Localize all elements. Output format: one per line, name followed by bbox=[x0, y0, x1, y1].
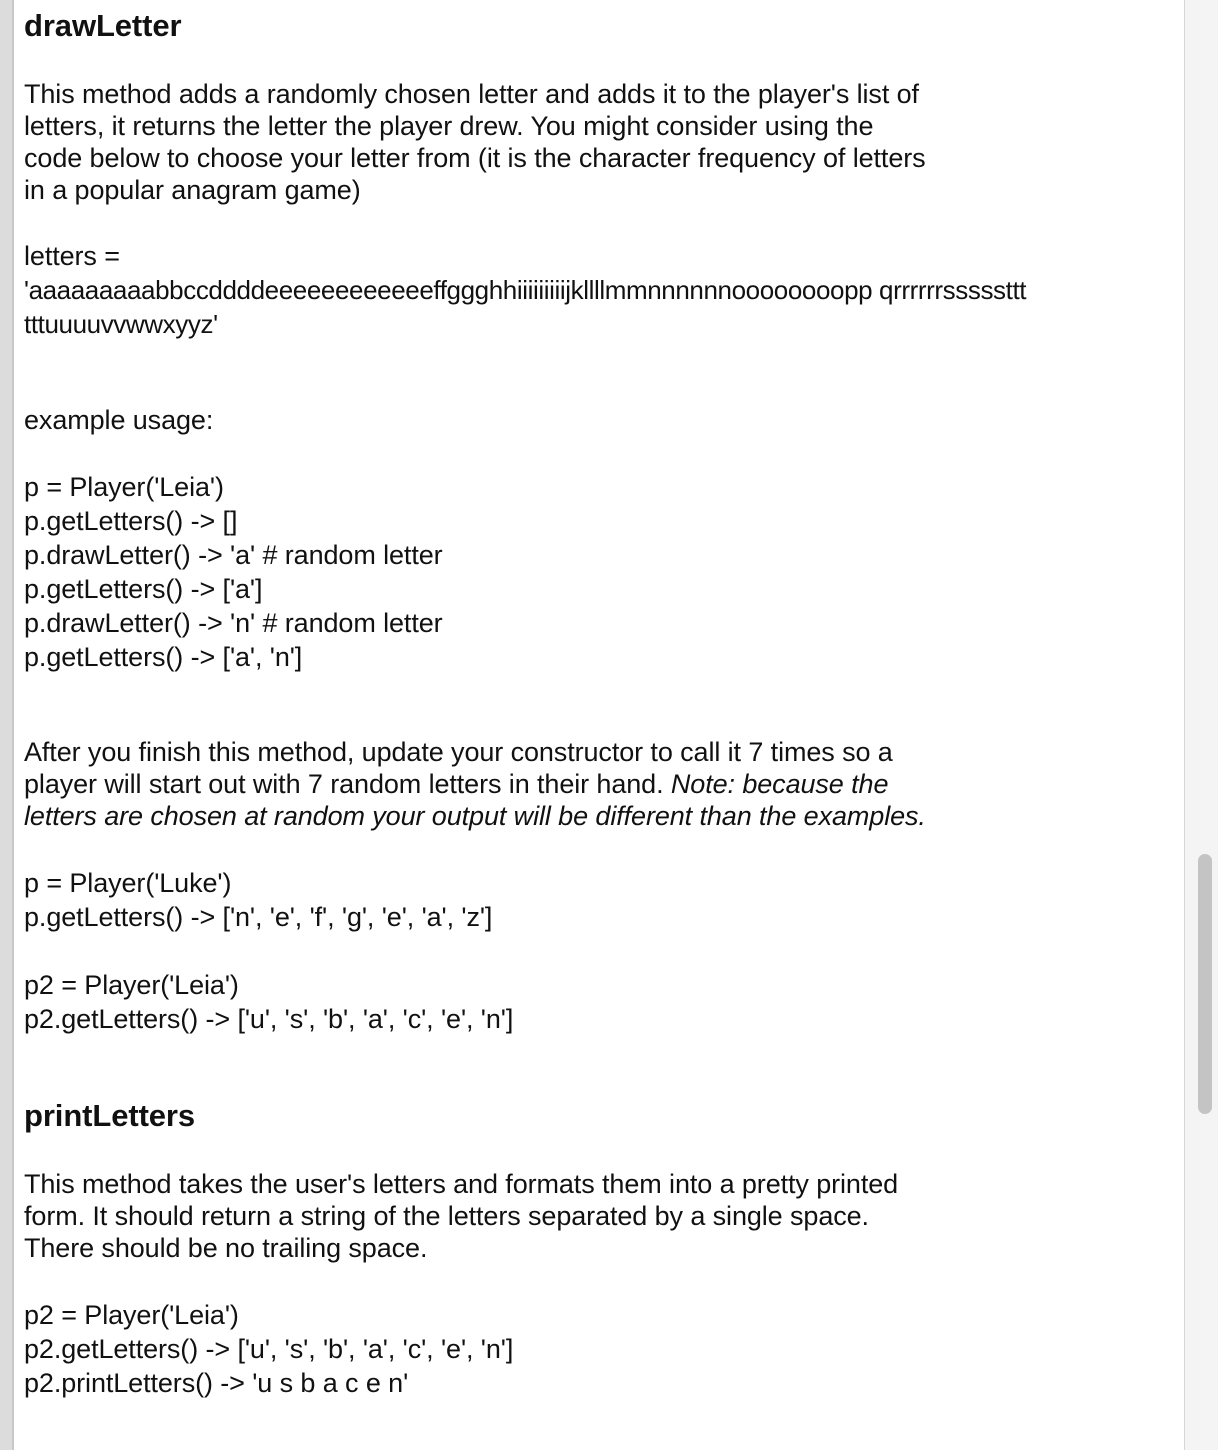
drawletter-desc-line: code below to choose your letter from (it is the character frequency of letters bbox=[24, 143, 926, 173]
section-title-drawletter: drawLetter bbox=[24, 8, 182, 43]
letters-value-line: 'aaaaaaaaabbccddddeeeeeeeeeeeeffggghhiiiiiiiiijkllllmmnnnnnnoooooooopp qrrrrrrsssssttt bbox=[24, 275, 1027, 305]
printletters-desc-line: form. It should return a string of the letters separated by a single space. bbox=[24, 1201, 869, 1231]
code-line: p2.getLetters() -> ['u', 's', 'b', 'a', 'c', 'e', 'n'] bbox=[24, 1004, 514, 1034]
letters-value-line: tttuuuuvvwwxyyz' bbox=[24, 309, 218, 339]
left-rail-edge bbox=[12, 0, 14, 1450]
code-line: p.drawLetter() -> 'n' # random letter bbox=[24, 608, 443, 638]
scrollbar-track[interactable] bbox=[1184, 0, 1218, 1450]
code-line: p2.printLetters() -> 'u s b a c e n' bbox=[24, 1368, 409, 1398]
code-line: p = Player('Luke') bbox=[24, 868, 232, 898]
section-title-printletters: printLetters bbox=[24, 1098, 196, 1133]
drawletter-desc-line: letters, it returns the letter the player drew. You might consider using the bbox=[24, 111, 874, 141]
code-line: p2 = Player('Leia') bbox=[24, 1300, 239, 1330]
code-line: p = Player('Leia') bbox=[24, 472, 224, 502]
code-line: p.getLetters() -> [] bbox=[24, 506, 238, 536]
drawletter-desc-line: This method adds a randomly chosen letter and adds it to the player's list of bbox=[24, 79, 919, 109]
code-line: p.getLetters() -> ['a', 'n'] bbox=[24, 642, 303, 672]
code-line: p.getLetters() -> ['a'] bbox=[24, 574, 263, 604]
left-rail bbox=[0, 0, 12, 1450]
printletters-desc-line: This method takes the user's letters and formats them into a pretty printed bbox=[24, 1169, 899, 1199]
printletters-desc-line: There should be no trailing space. bbox=[24, 1233, 428, 1263]
after-method-line bbox=[24, 768, 888, 800]
after-method-plain: player will start out with 7 random letters in their hand. bbox=[24, 769, 671, 799]
code-line: p2 = Player('Leia') bbox=[24, 970, 239, 1000]
code-line: p.getLetters() -> ['n', 'e', 'f', 'g', 'e', 'a', 'z'] bbox=[24, 902, 493, 932]
drawletter-desc-line: in a popular anagram game) bbox=[24, 175, 361, 205]
after-method-line: After you finish this method, update your constructor to call it 7 times so a bbox=[24, 737, 893, 767]
note-italic-line: letters are chosen at random your output will be different than the examples. bbox=[24, 801, 926, 831]
note-italic: Note: because the bbox=[670, 769, 889, 799]
example-usage-label: example usage: bbox=[24, 405, 214, 435]
scrollbar-thumb[interactable] bbox=[1198, 854, 1212, 1114]
code-line: p2.getLetters() -> ['u', 's', 'b', 'a', 'c', 'e', 'n'] bbox=[24, 1334, 514, 1364]
code-line: p.drawLetter() -> 'a' # random letter bbox=[24, 540, 443, 570]
letters-label: letters = bbox=[24, 241, 120, 271]
